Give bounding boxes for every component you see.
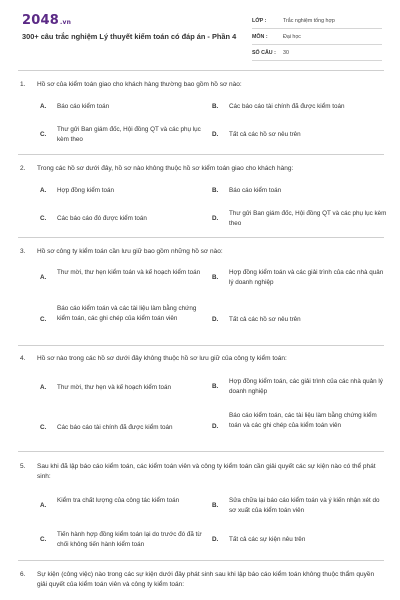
meta-row-lop: [252, 13, 382, 29]
logo-suffix: .vn: [59, 19, 72, 26]
option-letter: A.: [40, 103, 47, 110]
question-text: Hồ sơ của kiểm toán giao cho khách hàng thường bao gồm hồ sơ nào:: [37, 81, 242, 88]
option-text: Tiến hành hợp đồng kiểm toán lại do trước đó đã từ chối không tiến hành kiểm toán: [57, 531, 202, 548]
logo-text: 2048: [22, 13, 59, 28]
question-text: Sau khi đã lập báo cáo kiểm toán, các kiểm toán viên và công ty kiểm toán cần giải quyết các sự kiện nào có thể phát sinh:: [37, 463, 376, 480]
question-text: Hồ sơ nào trong các hồ sơ dưới đây không thuộc hồ sơ lưu giữ của công ty kiểm toán:: [37, 355, 287, 362]
question-text: Trong các hồ sơ dưới đây, hồ sơ nào không thuộc hồ sơ kiểm toán giao cho khách hàng:: [37, 165, 294, 172]
option-letter: D.: [212, 423, 219, 430]
option-text: Kiểm tra chất lượng của công tác kiểm toán: [57, 497, 180, 504]
option-text: Các báo cáo tài chính đã được kiểm toán: [57, 424, 173, 431]
option-text: Hợp đồng kiểm toán: [57, 187, 114, 194]
question-1: [18, 80, 384, 90]
question-number: 4.: [20, 355, 26, 362]
option-text: Tất cả các sự kiện nêu trên: [229, 536, 306, 543]
meta-info: [252, 13, 382, 61]
meta-socau-label: SỐ CÂU :: [252, 49, 276, 56]
question-2: [18, 164, 384, 174]
divider: [18, 70, 384, 71]
meta-row-mon: [252, 29, 382, 45]
meta-mon-value: Đại học: [283, 33, 301, 40]
option-text: Hợp đồng kiểm toán và các giải trình của các nhà quản lý doanh nghiệp: [229, 269, 384, 286]
option-letter: B.: [212, 187, 219, 194]
option-text: Thư mời, thư hẹn và kế hoạch kiểm toán: [57, 384, 172, 391]
option-text: Báo cáo kiểm toán, các tài liệu làm bằng chứng kiểm toán và các ghi chép của kiểm toán viên: [229, 412, 377, 429]
option-letter: D.: [212, 536, 219, 543]
meta-row-socau: [252, 45, 382, 61]
question-number: 6.: [20, 571, 26, 578]
option-text: Tất cả các hồ sơ nêu trên: [229, 316, 301, 323]
option-text: Báo cáo kiểm toán: [57, 103, 110, 110]
option-letter: C.: [40, 131, 47, 138]
option-letter: B.: [212, 103, 219, 110]
site-logo[interactable]: [22, 13, 71, 28]
option-letter: A.: [40, 187, 47, 194]
option-letter: A.: [40, 274, 47, 281]
option-text: Các báo cáo đó được kiểm toán: [57, 215, 147, 222]
divider: [18, 345, 384, 346]
option-letter: C.: [40, 424, 47, 431]
option-letter: A.: [40, 502, 47, 509]
question-5: [18, 462, 384, 482]
option-letter: D.: [212, 215, 219, 222]
question-3: [18, 247, 384, 257]
option-letter: A.: [40, 384, 47, 391]
question-number: 5.: [20, 463, 26, 470]
page-title: 300+ câu trắc nghiệm Lý thuyết kiểm toán có đáp án - Phần 4: [22, 32, 237, 41]
meta-lop-value: Trắc nghiệm tổng hợp: [283, 17, 335, 24]
option-letter: D.: [212, 316, 219, 323]
option-text: Hợp đồng kiểm toán, các giải trình của các nhà quản lý doanh nghiệp: [229, 378, 383, 395]
question-6: [18, 570, 384, 590]
question-number: 3.: [20, 248, 26, 255]
option-text: Thư mời, thư hẹn kiểm toán và kế hoạch kiểm toán: [57, 269, 201, 276]
divider: [18, 237, 384, 238]
option-text: Thư gửi Ban giám đốc, Hội đồng QT và các phụ lục kèm theo: [57, 126, 201, 143]
option-letter: B.: [212, 383, 219, 390]
option-letter: C.: [40, 215, 47, 222]
question-text: Sự kiện (công việc) nào trong các sự kiện dưới đây phát sinh sau khi lập báo cáo kiểm toán không thuộc thẩm quyền giải quyết của kiểm toán viên và công ty kiểm toán:: [37, 571, 375, 588]
question-number: 2.: [20, 165, 26, 172]
option-letter: B.: [212, 274, 219, 281]
meta-socau-value: 30: [283, 49, 289, 56]
meta-lop-label: LỚP :: [252, 17, 267, 24]
option-text: Tất cả các hồ sơ nêu trên: [229, 131, 301, 138]
option-text: Các báo cáo tài chính đã được kiểm toán: [229, 103, 345, 110]
option-letter: B.: [212, 502, 219, 509]
divider: [18, 451, 384, 452]
question-4: [18, 354, 384, 364]
header: [0, 0, 400, 70]
question-text: Hồ sơ công ty kiểm toán cần lưu giữ bao gồm những hồ sơ nào:: [37, 248, 223, 255]
question-number: 1.: [20, 81, 26, 88]
option-letter: C.: [40, 316, 47, 323]
option-text: Sửa chữa lại báo cáo kiểm toán và ý kiến nhận xét do sơ xuất của kiểm toán viên: [229, 497, 380, 514]
option-letter: D.: [212, 131, 219, 138]
divider: [18, 154, 384, 155]
option-text: Thư gửi Ban giám đốc, Hội đồng QT và các phụ lục kèm theo: [229, 210, 387, 227]
option-letter: C.: [40, 536, 47, 543]
option-text: Báo cáo kiểm toán: [229, 187, 282, 194]
meta-mon-label: MÔN :: [252, 33, 268, 40]
option-text: Báo cáo kiểm toán và các tài liệu làm bằng chứng kiểm toán, các ghi chép của kiểm toán viên: [57, 305, 197, 322]
divider: [18, 560, 384, 561]
